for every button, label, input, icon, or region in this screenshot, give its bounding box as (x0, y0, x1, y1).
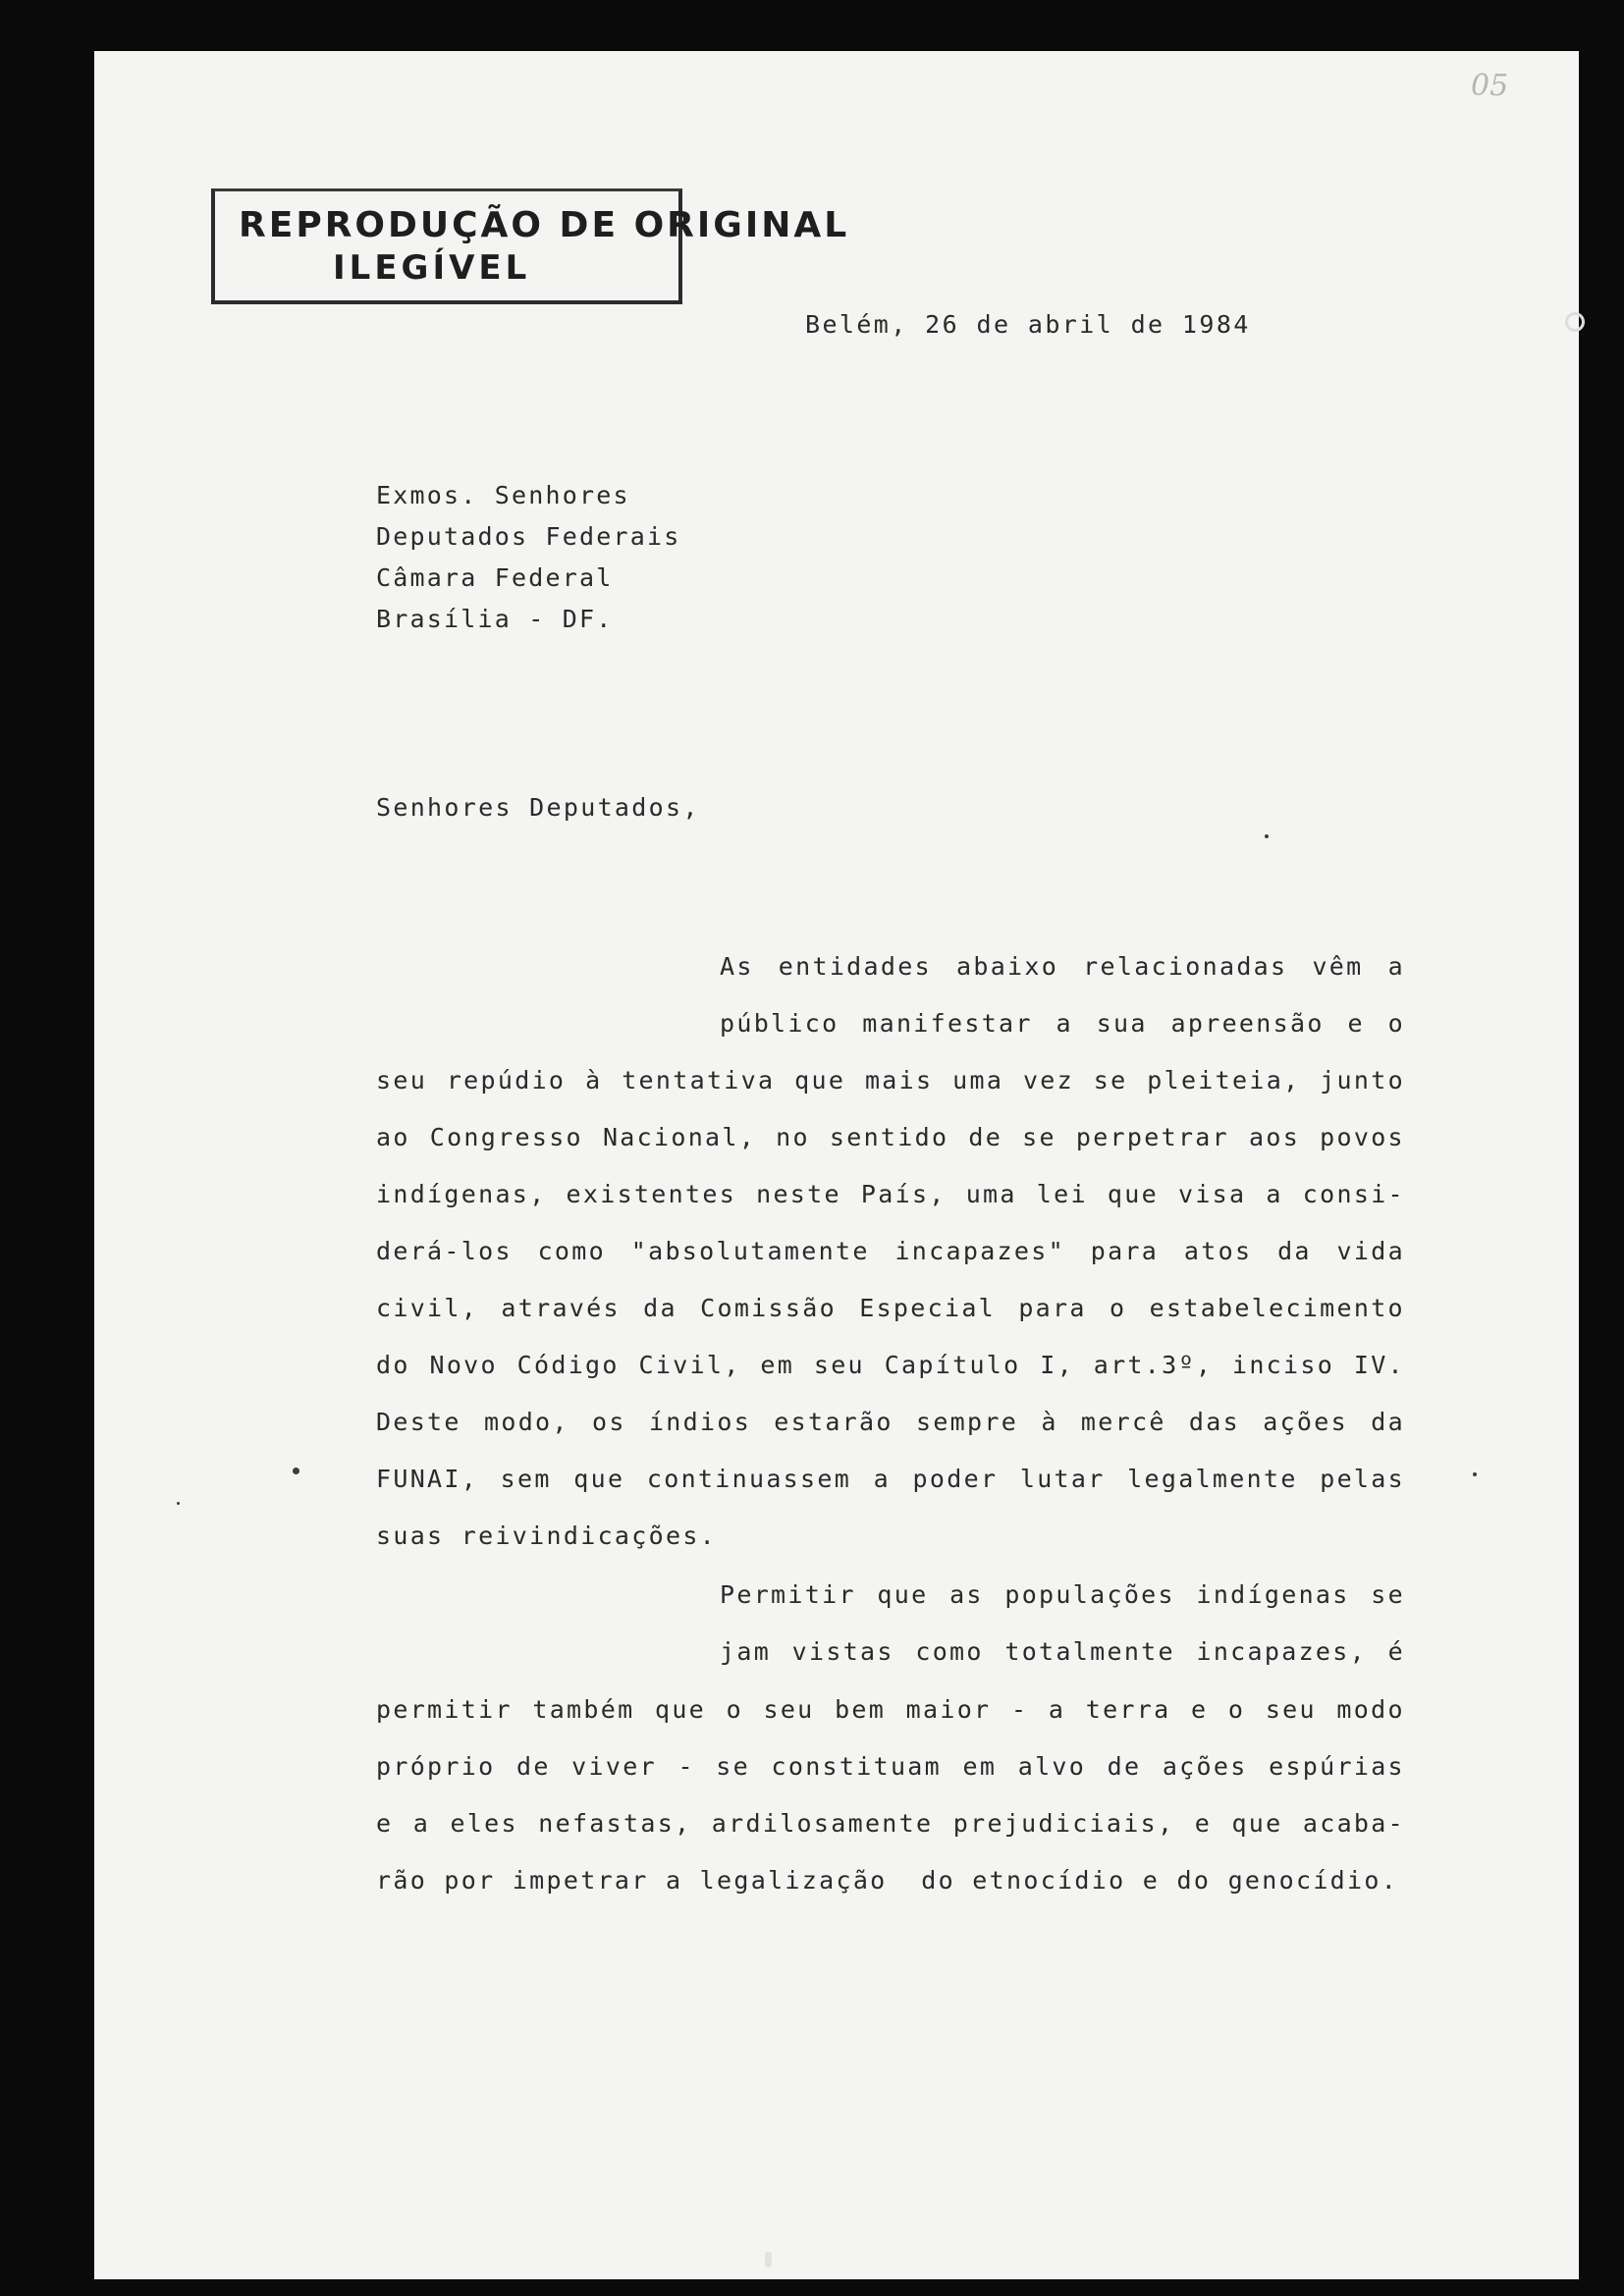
stamp-line-1: REPRODUÇÃO DE ORIGINAL (239, 205, 850, 245)
body-word: repúdio (446, 1066, 567, 1095)
body-text-line (376, 1237, 1405, 1265)
body-word: Congresso (429, 1123, 583, 1151)
body-word: I, (1040, 1351, 1074, 1379)
body-word: que (877, 1580, 929, 1609)
body-word: estarão (774, 1408, 893, 1436)
body-text-line (376, 1522, 717, 1550)
body-word: incapazes, (1196, 1637, 1367, 1666)
body-word: junto (1320, 1066, 1405, 1095)
body-word: do (376, 1351, 410, 1379)
body-word: próprio (376, 1752, 496, 1781)
body-word: As (720, 952, 754, 981)
body-word: em (760, 1351, 795, 1379)
body-word: o (726, 1695, 743, 1724)
body-word: neste (756, 1180, 841, 1208)
body-word: jam (720, 1637, 772, 1666)
body-word: também (532, 1695, 635, 1724)
address-line: Deputados Federais (376, 522, 681, 551)
body-text-line (376, 1408, 1405, 1436)
body-word: que (794, 1066, 846, 1095)
body-word: visa (1177, 1180, 1247, 1208)
body-word: em (962, 1752, 998, 1781)
body-text-line (720, 1009, 1405, 1038)
body-word: da (1371, 1408, 1405, 1436)
body-word: para (1090, 1237, 1160, 1265)
body-word: viver (571, 1752, 657, 1781)
body-word: ardilosamente (711, 1809, 934, 1838)
body-word: lutar (1019, 1465, 1106, 1493)
body-word: constituam (771, 1752, 943, 1781)
body-word: totalmente (1004, 1637, 1175, 1666)
address-line: Câmara Federal (376, 563, 614, 592)
body-word: o (1227, 1695, 1246, 1724)
body-word: o (1387, 1009, 1405, 1038)
body-word: nefastas, (538, 1809, 692, 1838)
body-word: os (592, 1408, 626, 1436)
body-word: que (1107, 1180, 1159, 1208)
body-word: da (643, 1294, 677, 1322)
address-line: Brasília - DF. (376, 605, 614, 633)
body-text-line (376, 1294, 1405, 1322)
body-word: ações (1263, 1408, 1348, 1436)
body-word: pleiteia, (1147, 1066, 1301, 1095)
body-text-line (376, 1809, 1405, 1838)
body-word: sempre (915, 1408, 1019, 1436)
body-word: é (1387, 1637, 1405, 1666)
body-word: seu (376, 1066, 428, 1095)
body-word: bem (835, 1695, 887, 1724)
body-word: consi- (1302, 1180, 1405, 1208)
body-text-line (376, 1123, 1405, 1151)
body-word: no (776, 1123, 810, 1151)
body-word: espúrias (1269, 1752, 1405, 1781)
body-word: atos (1183, 1237, 1253, 1265)
body-word: se (1371, 1580, 1405, 1609)
body-word: vez (1022, 1066, 1075, 1095)
body-word: pelas (1320, 1465, 1405, 1493)
scan-speck (177, 1502, 180, 1505)
body-word: modo (1336, 1695, 1405, 1724)
body-text-line (720, 952, 1405, 981)
letter-date: Belém, 26 de abril de 1984 (805, 310, 1251, 339)
body-word: abaixo (956, 952, 1059, 981)
body-word: e (1347, 1009, 1365, 1038)
body-word: o (1110, 1294, 1127, 1322)
body-word: indígenas, (376, 1180, 547, 1208)
body-word: populações (1004, 1580, 1175, 1609)
body-word: suas reivindicações. (376, 1522, 718, 1550)
body-word: se (716, 1752, 750, 1781)
body-word: das (1188, 1408, 1240, 1436)
body-word: acaba- (1302, 1809, 1405, 1838)
body-word: de (515, 1752, 551, 1781)
body-word: continuassem (646, 1465, 852, 1493)
body-word: índios (648, 1408, 752, 1436)
illegible-original-stamp (211, 188, 850, 304)
body-word: Novo (429, 1351, 498, 1379)
body-word: que (1231, 1809, 1283, 1838)
body-word: a (873, 1465, 891, 1493)
body-word: Especial (859, 1294, 997, 1322)
body-word: existentes (566, 1180, 737, 1208)
body-word: que (573, 1465, 625, 1493)
body-word: Permitir (720, 1580, 856, 1609)
scan-edge-mark (1565, 312, 1585, 332)
body-word: vistas (791, 1637, 894, 1666)
body-word: eles (450, 1809, 518, 1838)
body-word: se (1093, 1066, 1128, 1095)
body-word: lei (1036, 1180, 1088, 1208)
body-text-line (376, 1351, 1405, 1379)
body-word: que (654, 1695, 707, 1724)
body-text-line (376, 1866, 1398, 1895)
body-word: permitir (376, 1695, 513, 1724)
body-word: Capítulo (884, 1351, 1021, 1379)
body-text-line (376, 1752, 1405, 1781)
body-word: seu (763, 1695, 815, 1724)
body-word: Civil, (638, 1351, 741, 1379)
body-word: relacionadas (1083, 952, 1288, 981)
body-word: derá-los (376, 1237, 513, 1265)
body-word: inciso (1231, 1351, 1335, 1379)
body-word: sem (500, 1465, 552, 1493)
body-word: à (585, 1066, 603, 1095)
page-number: 05 (1471, 69, 1509, 103)
body-word: como (537, 1237, 606, 1265)
body-word: mercê (1080, 1408, 1166, 1436)
body-word: vida (1336, 1237, 1405, 1265)
body-word: rão por impetrar a legalização do etnocídio e do genocídio. (376, 1866, 1399, 1895)
body-word: prejudiciais, (952, 1809, 1175, 1838)
body-word: à (1041, 1408, 1058, 1436)
body-word: aos (1249, 1123, 1301, 1151)
body-word: legalmente (1127, 1465, 1298, 1493)
body-word: e (376, 1809, 394, 1838)
body-word: incapazes" (894, 1237, 1065, 1265)
body-word: a (1056, 1009, 1073, 1038)
body-word: País, (860, 1180, 947, 1208)
body-word: vêm (1312, 952, 1364, 981)
body-text-line (376, 1695, 1405, 1724)
body-word: tentativa (622, 1066, 776, 1095)
body-word: Nacional, (602, 1123, 757, 1151)
body-word: "absolutamente (630, 1237, 870, 1265)
body-word: para (1018, 1294, 1087, 1322)
body-word: de (968, 1123, 1003, 1151)
body-word: e (1191, 1695, 1209, 1724)
stamp-line-2: ILEGÍVEL (333, 248, 531, 288)
body-word: da (1277, 1237, 1312, 1265)
body-word: e (1194, 1809, 1213, 1838)
body-word: modo, (484, 1408, 569, 1436)
body-word: sentido (829, 1123, 949, 1151)
body-text-line (720, 1637, 1405, 1666)
body-text-line (376, 1066, 1405, 1095)
body-word: art.3º, (1093, 1351, 1214, 1379)
body-word: entidades (778, 952, 932, 981)
body-word: povos (1320, 1123, 1405, 1151)
body-text-line (376, 1465, 1405, 1493)
body-word: poder (912, 1465, 999, 1493)
body-word: as (949, 1580, 984, 1609)
body-word: Código (516, 1351, 620, 1379)
body-word: manifestar (862, 1009, 1033, 1038)
body-word: ao (376, 1123, 410, 1151)
body-word: mais (864, 1066, 934, 1095)
address-line: Exmos. Senhores (376, 481, 630, 509)
body-word: civil, (376, 1294, 479, 1322)
body-word: a (1048, 1695, 1066, 1724)
body-word: maior (905, 1695, 992, 1724)
body-word: estabelecimento (1149, 1294, 1405, 1322)
body-word: a (1266, 1180, 1283, 1208)
body-word: - (1010, 1695, 1029, 1724)
body-word: através (501, 1294, 621, 1322)
salutation: Senhores Deputados, (376, 793, 700, 822)
scan-speck (1265, 834, 1269, 838)
body-word: uma (952, 1066, 1004, 1095)
body-word: como (915, 1637, 984, 1666)
body-word: IV. (1353, 1351, 1405, 1379)
body-word: Comissão (700, 1294, 837, 1322)
scan-edge-mark (765, 2252, 772, 2268)
body-word: público (720, 1009, 839, 1038)
body-word: - (677, 1752, 695, 1781)
body-word: FUNAI, (376, 1465, 479, 1493)
body-word: alvo (1017, 1752, 1087, 1781)
body-word: perpetrar (1075, 1123, 1230, 1151)
scan-speck (1473, 1472, 1477, 1476)
body-word: sua (1096, 1009, 1148, 1038)
body-word: uma (965, 1180, 1017, 1208)
body-word: se (1022, 1123, 1056, 1151)
body-word: seu (1265, 1695, 1317, 1724)
body-text-line (720, 1580, 1405, 1609)
body-word: Deste (376, 1408, 461, 1436)
paper-sheet (94, 51, 1579, 2279)
body-word: a (412, 1809, 431, 1838)
body-word: seu (813, 1351, 865, 1379)
body-word: de (1107, 1752, 1142, 1781)
body-text-line (376, 1180, 1405, 1208)
scan-speck (293, 1468, 299, 1474)
body-word: indígenas (1196, 1580, 1350, 1609)
body-word: a (1387, 952, 1405, 981)
body-word: terra (1085, 1695, 1171, 1724)
body-word: ações (1162, 1752, 1248, 1781)
body-word: apreensão (1170, 1009, 1325, 1038)
